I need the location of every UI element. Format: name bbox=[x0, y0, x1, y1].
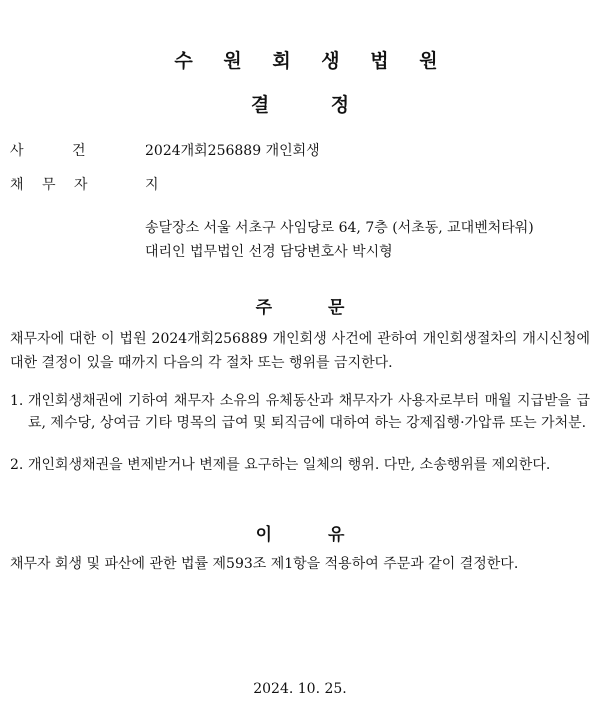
reason-paragraph: 채무자 회생 및 파산에 관한 법률 제593조 제1항을 적용하여 주문과 같이 결정한다. bbox=[10, 556, 519, 572]
debtor-label: 채 무 자 bbox=[10, 177, 89, 193]
reason-heading: 이 유 bbox=[255, 525, 345, 545]
order-item-text: 개인회생채권을 변제받거나 변제를 요구하는 일체의 행위. 다만, 소송행위를 제외한다. bbox=[28, 457, 551, 473]
case-label: 사 건 bbox=[10, 143, 87, 159]
case-number: 2024개회256889 개인회생 bbox=[145, 143, 320, 159]
order-item bbox=[10, 390, 590, 434]
order-heading: 주 문 bbox=[255, 298, 345, 318]
service-address: 송달장소 서울 서초구 사임당로 64, 7층 (서초동, 교대벤처타워) bbox=[145, 220, 534, 236]
document-type: 결 정 bbox=[250, 94, 350, 116]
decision-date: 2024. 10. 25. bbox=[253, 681, 347, 697]
order-item-text: 개인회생채권에 기하여 채무자 소유의 유체동산과 채무자가 사용자로부터 매월 지급받을 급료, 제수당, 상여금 기타 명목의 급여 및 퇴직금에 대하여 하는 강제집행·가압류 또는 가처분. bbox=[28, 393, 590, 431]
debtor-name: 지 bbox=[145, 177, 159, 193]
order-item-number: 1. bbox=[10, 393, 24, 409]
order-item-number: 2. bbox=[10, 457, 24, 473]
court-name: 수 원 회 생 법 원 bbox=[174, 50, 450, 72]
legal-agent: 대리인 법무법인 선경 담당변호사 박시형 bbox=[145, 244, 393, 260]
order-item bbox=[10, 454, 590, 476]
order-paragraph: 채무자에 대한 이 법원 2024개회256889 개인회생 사건에 관하여 개인회생절차의 개시신청에 대한 결정이 있을 때까지 다음의 각 절차 또는 행위를 금지한다. bbox=[10, 331, 590, 371]
